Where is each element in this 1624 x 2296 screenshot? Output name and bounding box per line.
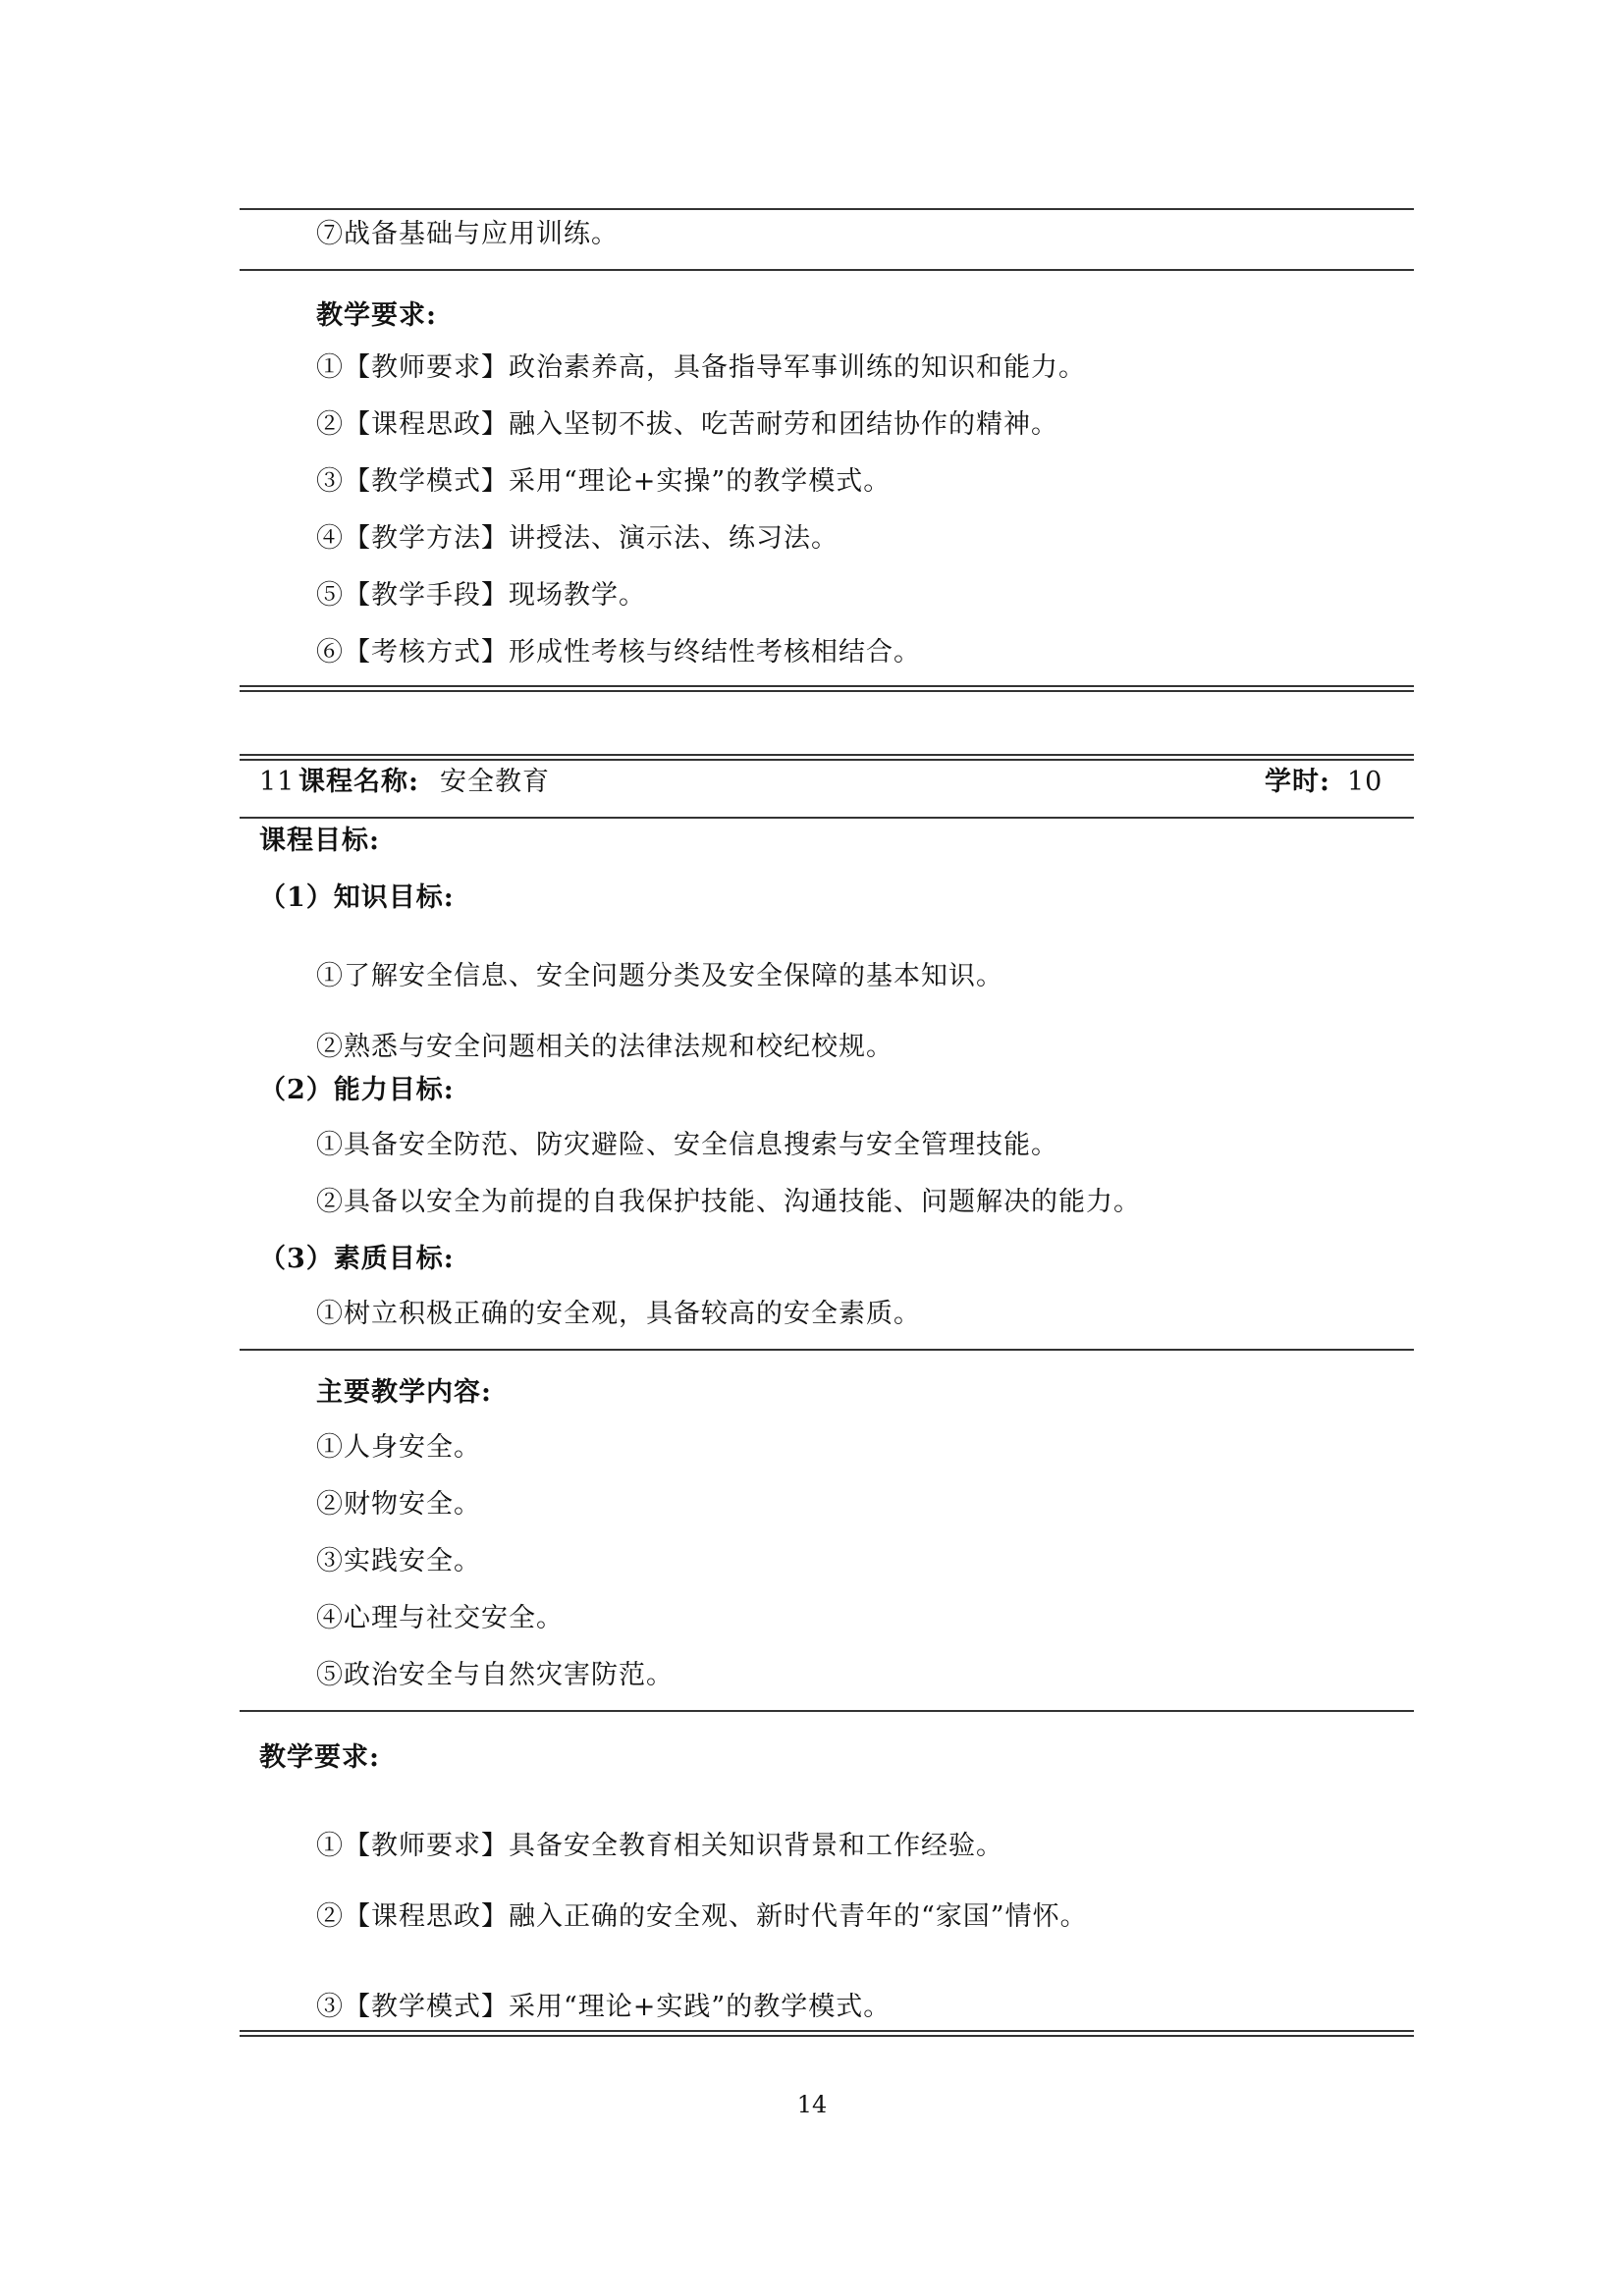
requirement-item: ①【教师要求】政治素养高，具备指导军事训练的知识和能力。	[316, 352, 1086, 383]
table-top-border	[240, 754, 1414, 761]
objectives-heading: 课程目标:	[259, 826, 380, 856]
knowledge-heading: （1）知识目标:	[259, 882, 455, 913]
knowledge-item: ①了解安全信息、安全问题分类及安全保障的基本知识。	[316, 961, 1003, 991]
section-divider	[240, 269, 1414, 271]
top-table-rule	[240, 208, 1414, 210]
requirement-item: ⑥【考核方式】形成性考核与终结性考核相结合。	[316, 637, 921, 667]
hours-label: 学时:	[1265, 767, 1330, 797]
ability-item: ②具备以安全为前提的自我保护技能、沟通技能、问题解决的能力。	[316, 1187, 1141, 1217]
ability-heading: （2）能力目标:	[259, 1075, 455, 1105]
content-item: ⑤政治安全与自然灾害防范。	[316, 1660, 674, 1690]
requirement-item: ②【课程思政】融入正确的安全观、新时代青年的“家国”情怀。	[316, 1901, 1088, 1932]
requirement-item: ④【教学方法】讲授法、演示法、练习法。	[316, 523, 839, 554]
content-item: ②财物安全。	[316, 1489, 481, 1520]
course-name: 安全教育	[440, 767, 550, 797]
requirement-item: ②【课程思政】融入坚韧不拔、吃苦耐劳和团结协作的精神。	[316, 409, 1058, 440]
requirements-heading: 教学要求:	[259, 1742, 380, 1773]
quality-heading: （3）素质目标:	[259, 1244, 455, 1274]
content-item: ④心理与社交安全。	[316, 1603, 564, 1633]
section-divider	[240, 1710, 1414, 1712]
course-header-row	[240, 764, 1414, 803]
table-bottom-border	[240, 685, 1414, 692]
knowledge-item: ②熟悉与安全问题相关的法律法规和校纪校规。	[316, 1032, 893, 1062]
content-item: ⑦战备基础与应用训练。	[316, 219, 619, 249]
content-item: ①人身安全。	[316, 1432, 481, 1463]
course-name-label: 课程名称:	[298, 767, 419, 797]
requirements-heading: 教学要求:	[316, 300, 437, 331]
section-divider	[240, 1349, 1414, 1351]
quality-item: ①树立积极正确的安全观，具备较高的安全素质。	[316, 1299, 921, 1329]
ability-item: ①具备安全防范、防灾避险、安全信息搜索与安全管理技能。	[316, 1130, 1058, 1160]
content-heading: 主要教学内容:	[316, 1377, 492, 1408]
requirement-item: ③【教学模式】采用“理论+实操”的教学模式。	[316, 466, 892, 497]
course-number: 11	[259, 767, 296, 797]
hours-value: 10	[1347, 767, 1383, 797]
requirement-item: ①【教师要求】具备安全教育相关知识背景和工作经验。	[316, 1831, 1003, 1861]
requirement-item: ⑤【教学手段】现场教学。	[316, 580, 646, 611]
header-divider	[240, 817, 1414, 819]
table-bottom-border	[240, 2030, 1414, 2037]
content-item: ③实践安全。	[316, 1546, 481, 1576]
page-number: 14	[796, 2091, 828, 2118]
requirement-item: ③【教学模式】采用“理论+实践”的教学模式。	[316, 1992, 892, 2022]
